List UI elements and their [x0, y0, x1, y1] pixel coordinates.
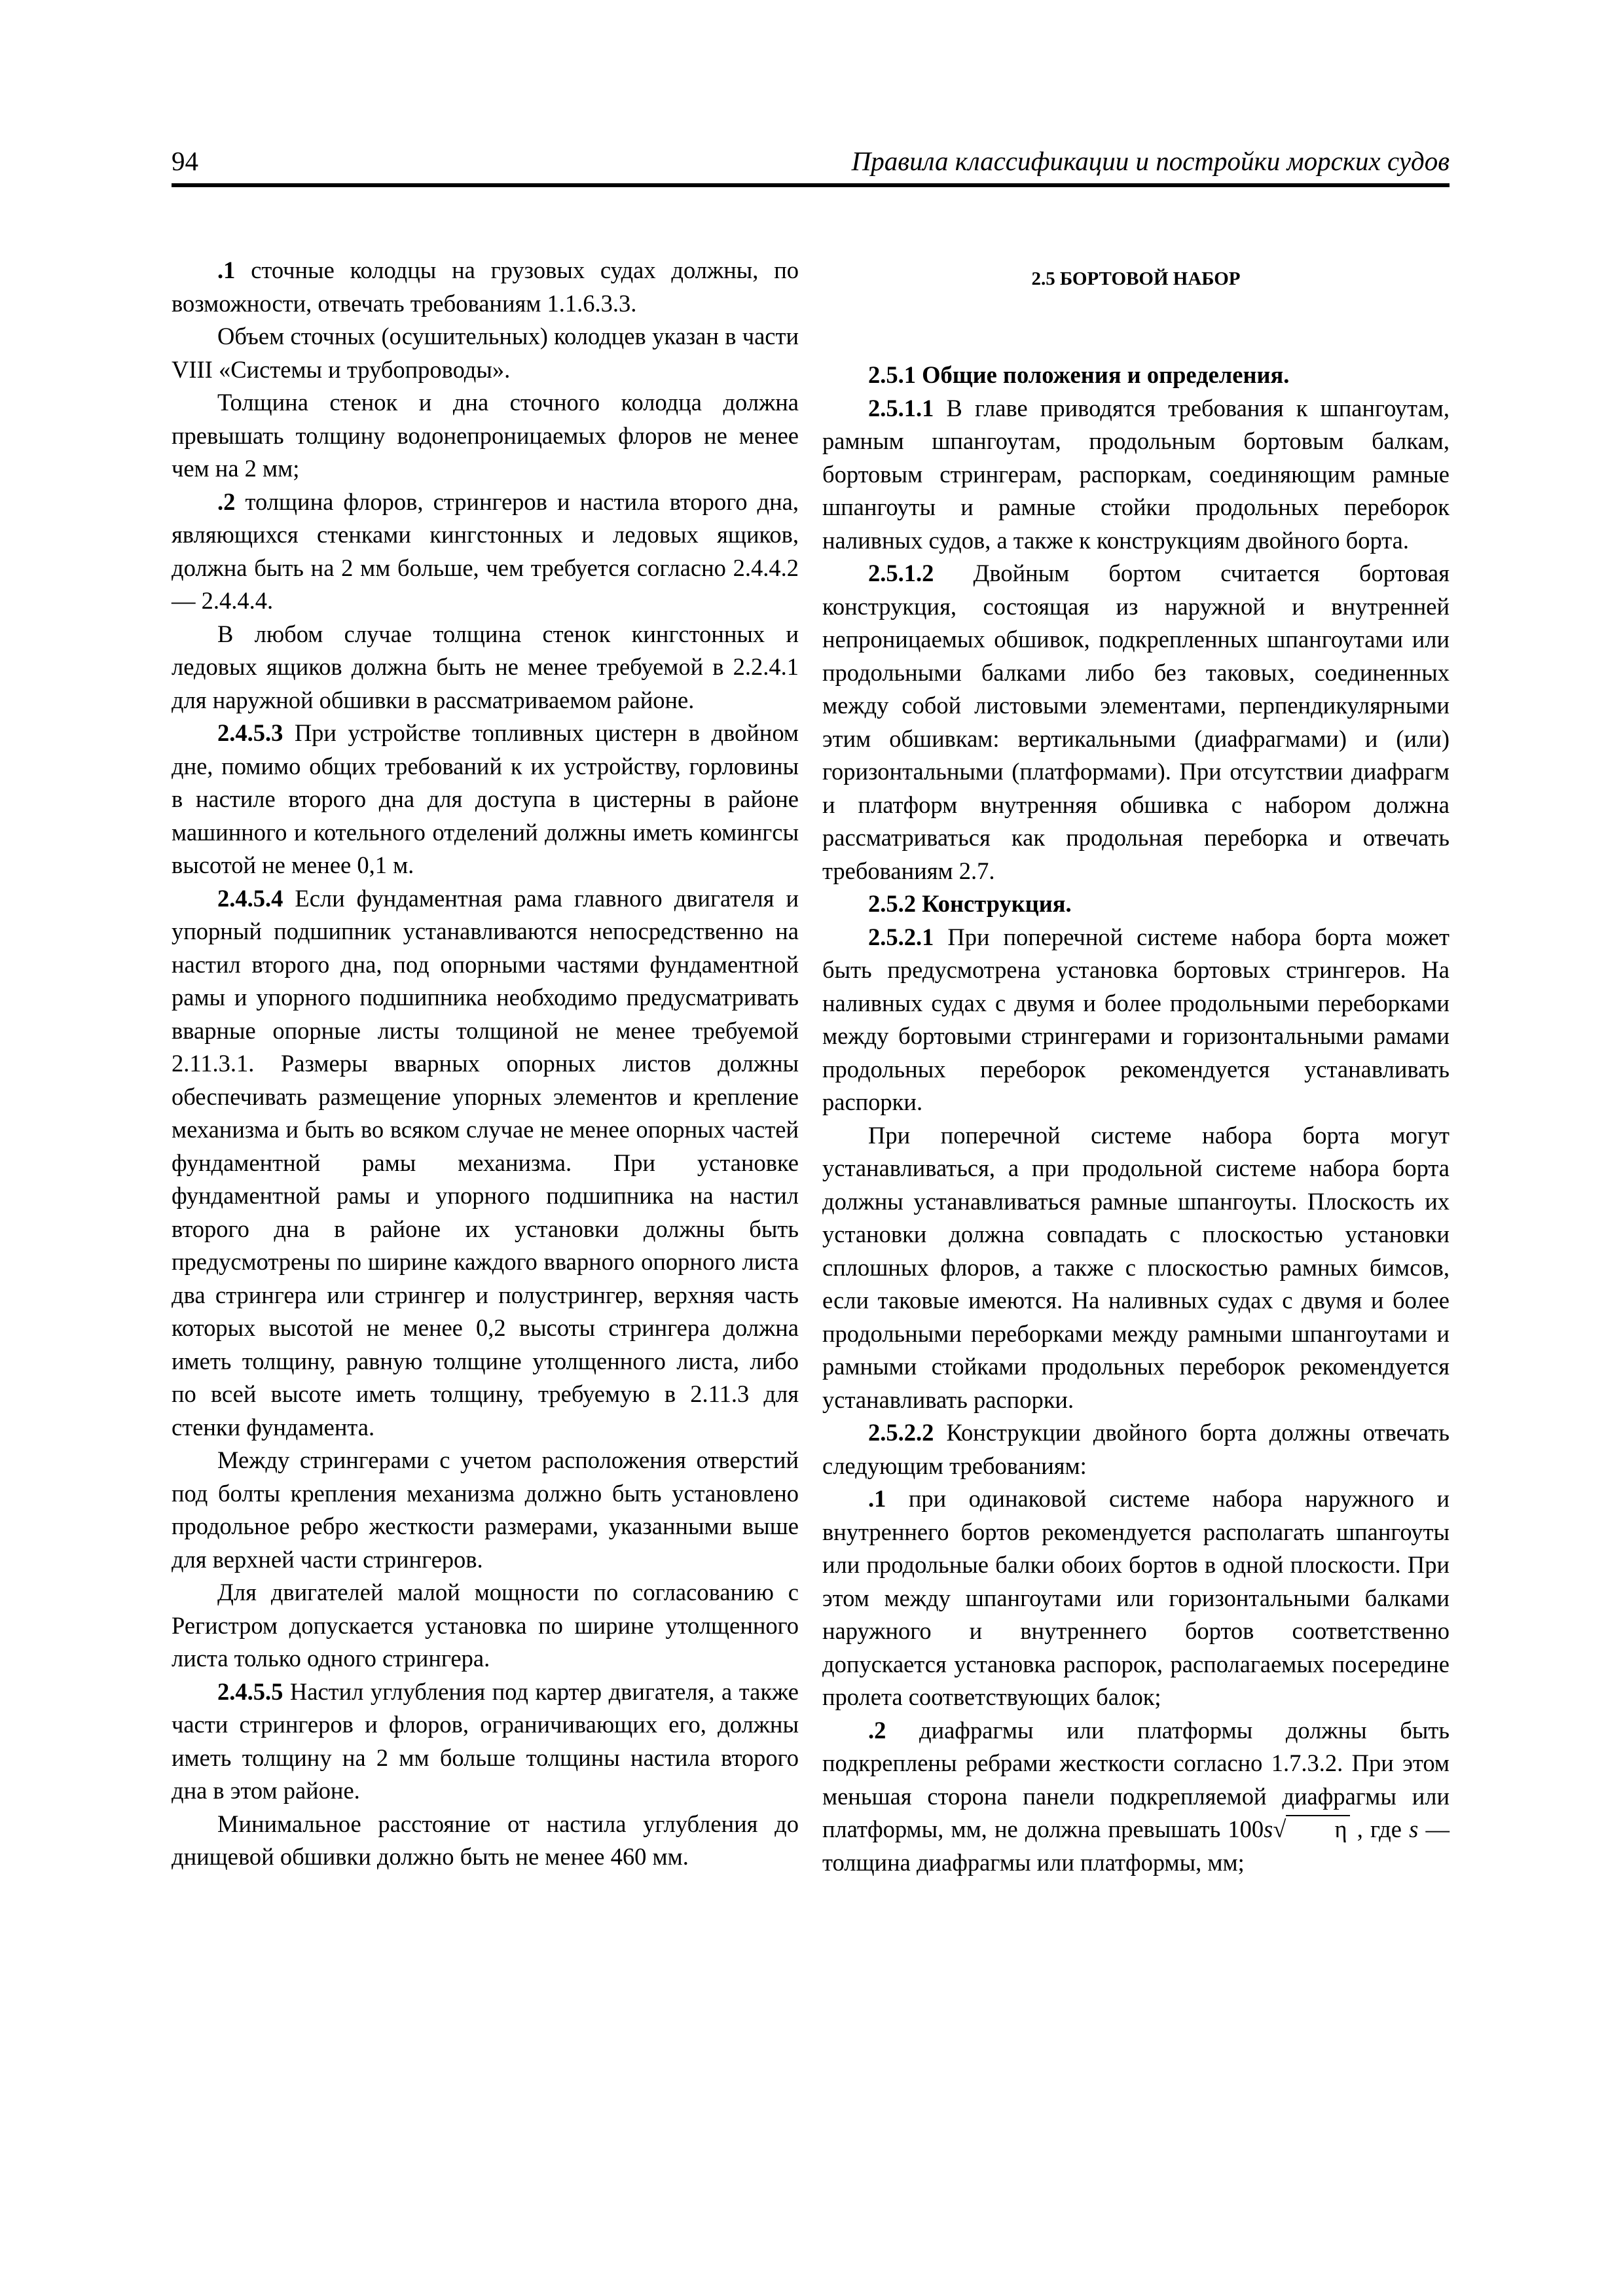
paragraph: При поперечной системе набора борта могут устанавливаться, а при продольной системе набора борта должны устанавливаться рамные шпангоуты. Плоскость их установки должна совпадать с плоскостью установки сплошных флоров, а также с плоскостью рамных бимсов, если таковые имеются. На наливных судах с двумя и более продольными переборками между рамными шпангоутами и рамными стойками продольных переборок рекомендуется устанавливать распорки. — [822, 1121, 1450, 1413]
running-header — [172, 143, 1450, 187]
formula-variable: s — [1409, 1816, 1419, 1842]
paragraph-text: диафрагмы или платформы должны быть подкреплены ребрами жесткости согласно 1.7.3.2. При этом меньшая сторона панели подкрепляемой диафрагмы или платформы, мм, не должна превышать — [822, 1716, 1450, 1842]
paragraph — [822, 921, 1450, 1119]
clause-number: 2.5.1.2 — [868, 560, 934, 586]
subsection-heading — [822, 888, 1450, 921]
section-title: 2.5 БОРТОВОЙ НАБОР — [1031, 268, 1241, 289]
paragraph: Между стрингерами с учетом расположения отверстий под болты крепления механизма должно быть установлено продольное ребро жесткости размерами, указанными выше для верхней части стрингеров. — [172, 1446, 799, 1573]
paragraph — [172, 486, 799, 618]
paragraph — [822, 557, 1450, 888]
formula — [1228, 1816, 1349, 1842]
paragraph — [822, 1416, 1450, 1482]
paragraph: Минимальное расстояние от настила углубления до днищевой обшивки должно быть не менее 460 мм. — [172, 1810, 799, 1870]
left-column — [172, 254, 799, 1874]
paragraph-text: Конструкции двойного борта должны отвечать следующим требованиям: — [822, 1419, 1450, 1479]
paragraph-text: при одинаковой системе набора наружного и внутреннего бортов рекомендуется располагать шпангоуты или продольные балки обоих бортов в одной плоскости. При этом между шпангоутами или горизонтальными балками наружного и внутреннего бортов соответственно допускается установка распорок, располагаемых посередине пролета соответствующих балок; — [822, 1485, 1450, 1710]
clause-number: 2.4.5.3 — [217, 719, 283, 746]
paragraph-text: При поперечной системе набора борта может быть предусмотрена установка бортовых стрингеров. На наливных судах с двумя и более продольными переборками между бортовыми стрингерами и горизонтальными рамами продольных переборок рекомендуется устанавливать распорки. — [822, 923, 1450, 1115]
sqrt-sign-icon: √ — [1273, 1816, 1286, 1842]
paragraph-text: толщина флоров, стрингеров и настила второго дна, являющихся стенками кингстонных и ледовых ящиков, должна быть на 2 мм больше, чем требуется согласно 2.4.4.2 — 2.4.4.4. — [172, 488, 799, 614]
paragraph-text: Настил углубления под картер двигателя, а также части стрингеров и флоров, ограничивающих его, должны иметь толщину на 2 мм больше толщины настила второго дна в этом районе. — [172, 1677, 799, 1804]
paragraph — [822, 1714, 1450, 1880]
paragraph — [822, 1482, 1450, 1714]
paragraph-text: Двойным бортом считается бортовая конструкция, состоящая из наружной и внутренней непроницаемых обшивок, подкрепленных шпангоутами или продольными балками либо без таковых, соединенных между собой листовыми элементами, перпендикулярными этим обшивкам: вертикальными (диафрагмами) и (или) горизонтальными (платформами). При отсутствии диафрагм и платформ внутренняя обшивка с набором должна рассматриваться как продольная переборка и отвечать требованиям 2.7. — [822, 560, 1450, 884]
item-number: .2 — [868, 1716, 886, 1744]
clause-number: 2.5.2.2 — [868, 1419, 934, 1446]
item-number: .1 — [217, 257, 236, 283]
page-number: 94 — [172, 146, 198, 176]
paragraph-text: При устройстве топливных цистерн в двойном дне, помимо общих требований к их устройству, горловины в настиле второго дна для доступа в цистерны в районе машинного и котельного отделений должны иметь комингсы высотой не менее 0,1 м. — [172, 719, 799, 878]
paragraph — [172, 717, 799, 882]
subsection-heading — [822, 359, 1450, 392]
paragraph: Для двигателей малой мощности по согласованию с Регистром допускается установка по ширине утолщенного листа только одного стрингера. — [172, 1579, 799, 1672]
paragraph — [172, 1676, 799, 1808]
formula-variable: s — [1264, 1816, 1273, 1842]
paragraph-text: , где — [1349, 1816, 1410, 1842]
clause-number: 2.5.2.1 — [868, 923, 934, 950]
spacer — [822, 292, 1450, 359]
paragraph: В любом случае толщина стенок кингстонных и ледовых ящиков должна быть не менее требуемой в 2.2.4.1 для наружной обшивки в рассматриваемом районе. — [172, 620, 799, 713]
running-title: Правила классификации и постройки морских судов — [851, 146, 1450, 176]
item-number: .1 — [868, 1485, 886, 1512]
item-number: .2 — [217, 488, 236, 515]
clause-number: 2.4.5.4 — [217, 884, 283, 912]
heading-text: 2.5.2 Конструкция. — [868, 890, 1072, 917]
paragraph-text: В главе приводятся требования к шпангоутам, рамным шпангоутам, продольным бортовым балкам, бортовым стрингерам, распоркам, соединяющим рамные шпангоуты и рамные стойки продольных переборок наливных судов, а также к конструкциям двойного борта. — [822, 394, 1450, 554]
paragraph — [172, 882, 799, 1444]
paragraph: Толщина стенок и дна сточного колодца должна превышать толщину водонепроницаемых флоров не менее чем на 2 мм; — [172, 389, 799, 482]
formula-coefficient: 100 — [1228, 1816, 1264, 1842]
right-column — [822, 254, 1450, 1879]
clause-number: 2.4.5.5 — [217, 1677, 283, 1705]
paragraph — [822, 392, 1450, 558]
paragraph-text: Если фундаментная рама главного двигателя и упорный подшипник устанавливаются непосредственно на настил второго дна, под опорными частями фундаментной рамы и упорного подшипника необходимо предусматривать вварные опорные листы толщиной не менее требуемой 2.11.3.1. Размеры вварных опорных листов должны обеспечивать размещение упорных элементов и крепление механизма и быть во всяком случае не менее опорных частей фундаментной рамы механизма. При установке фундаментной рамы и упорного подшипника на настил второго дна в районе их установки должны быть предусмотрены по ширине каждого вварного опорного листа два стрингера или стрингер и полустрингер, верхняя часть которых высотой не менее 0,2 высоты стрингера должна иметь толщину, равную толщине утолщенного листа, либо по всей высоте иметь толщину, требуемую в 2.11.3 для стенки фундамента. — [172, 884, 799, 1441]
paragraph-text: сточные колодцы на грузовых судах должны, по возможности, отвечать требованиям 1.1.6.3.3. — [172, 257, 799, 317]
paragraph-text: — толщина диафрагмы или платформы, мм; — [822, 1816, 1450, 1876]
paragraph — [172, 254, 799, 320]
formula-radicand: η — [1286, 1815, 1349, 1842]
heading-text: 2.5.1 Общие положения и определения. — [868, 361, 1290, 388]
paragraph: Объем сточных (осушительных) колодцев указан в части VIII «Системы и трубопроводы». — [172, 323, 799, 383]
clause-number: 2.5.1.1 — [868, 394, 934, 422]
